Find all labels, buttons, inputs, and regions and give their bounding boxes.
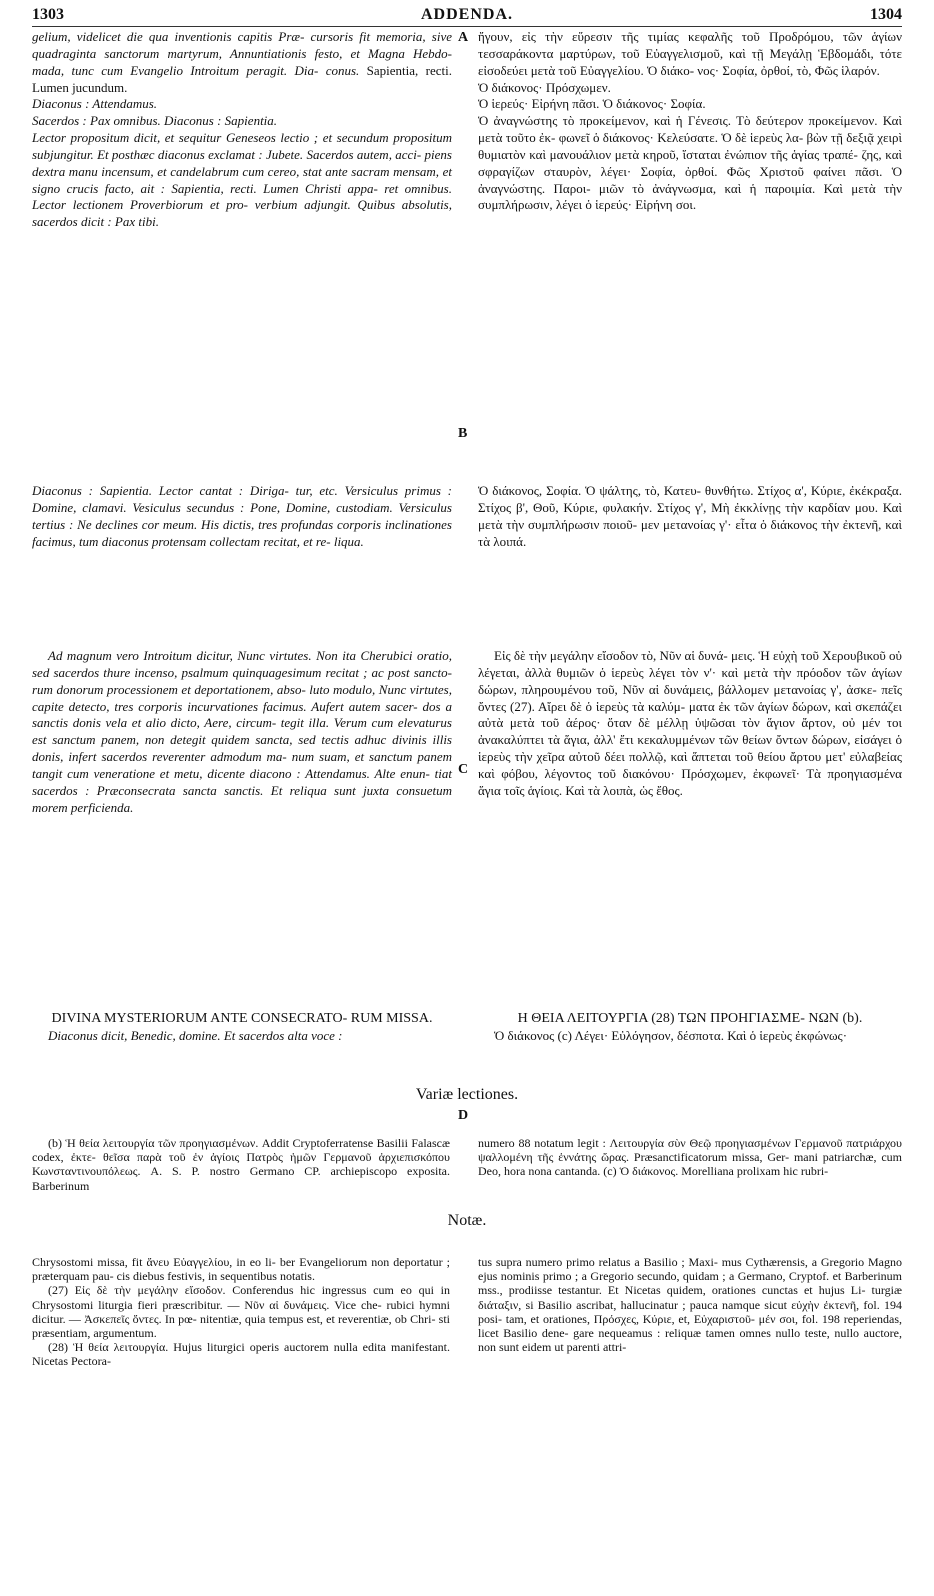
latin-column-lower (32, 648, 452, 816)
marker-b: B (458, 426, 468, 441)
variae-left (32, 1136, 450, 1193)
greek-para-3: Ὁ ἱερεύς· Εἰρήνη πᾶσι. Ὁ διάκονος· Σοφία. (478, 96, 706, 112)
greek-para-2: Ὁ διάκονος· Πρόσχωμεν. (478, 79, 611, 95)
greek-column-upper (478, 29, 902, 214)
variae-right-text: numero 88 notatum legit : Λειτουργία σὺν Θεῷ προηγιασμένων Γερμανοῦ πατριάρχου ψαλλομένη τῆς ἐννάτης ὥρας. Præsanctificatorum missa, Ger- mani patriarchæ, cum Deo, hora nona cantanda. (c) Ὁ διάκονος. Morelliana prolixam hic rubri- (478, 1136, 902, 1179)
latin-para-2: Diaconus : Attendamus. (32, 96, 158, 112)
notae-right-text: tus supra numero primo relatus a Basilio ; Maxi- mus Cythærensis, a Gregorio Magno ejus nominis primo ; a Gregorio secundo, quidam ; a Germano, Cryptof. et Barberinum mss., prodiisse testantur. Et Nicetas quidem, orationes cunctas et hujus Li- turgiæ διάταξιν, si Basilio ascribat, hallucinatur ; pauca namque sicut εὐχὴν ἐκτενῆ, fol. 194 posi- tam, et orationes, Πρόσχες, Κύριε, et, Εὐχαριστοῦ- μέν σοι, fol. 198 reperiendas, licet Basilio dene- gare nequeamus : reliquæ tamen omnes nullo teste, nullo auctore, non sunt eidem ut parenti attri- (478, 1255, 902, 1355)
marker-c: C (458, 762, 469, 777)
variae-right (478, 1136, 902, 1179)
variae-lectiones-heading: Variæ lectiones. (415, 1086, 519, 1103)
latin-para-1 (32, 29, 452, 96)
notae-heading: Notæ. (447, 1212, 487, 1229)
latin-para-3: Sacerdos : Pax omnibus. Diaconus : Sapientia. (32, 113, 278, 129)
latin-para-6: Ad magnum vero Introitum dicitur, Nunc virtutes. Non ita Cherubici oratio, sed sacerdos thure incenso, psalmum quinquagesimum recitat ; ac post sancto- rum donorum processionem et deportationem, abso- luto modulo, Nunc virtutes, capite detecto, tres corporis incurvationes facimus. Aufert autem sacer- dos a sanctis donis vela et alio dicto, Aere, circum- tegit illa. Verum cum elevaturus est sanctum panem, non detegit quidem sancta, sed tectis adhuc divinis illis donis, infert sacerdos reverenter admodum ma- num suam, et sanctum panem tangit cum veneratione et metu, dicente diacono : Attendamus. Alte enun- tiat sacerdos : Præconsecrata sancta sanctis. Et reliqua sunt juxta consuetum morem perficienda. (32, 648, 452, 815)
greek-para-1: ἤγουν, εἰς τὴν εὕρεσιν τῆς τιμίας κεφαλῆς τοῦ Προδρόμου, τῶν ἁγίων τεσσαράκοντα μαρτύρων, τοῦ Εὐαγγελισμοῦ, καὶ τῇ Μεγάλῃ Ἑβδομάδι, τότε εἰσοδεύει μετὰ τοῦ Εὐαγγελίου. Ὁ διάκο- νος· Σοφία, ὀρθοί, τὸ, Φῶς ἱλαρόν. (478, 29, 902, 78)
latin-para-4: Lector propositum dicit, et sequitur Geneseos lectio ; et secundum propositum subjungitur. Et posthæc diaconus exclamat : Jubete. Sacerdos autem, acci- piens dextra manu incensum, et candelabrum cum cereo, stat ante sacram mensam, et signo crucis facto, ait : Sapientia, recti. Lumen Christi appa- ret omnibus. Lector lectionem Proverbiorum et pro- verbium adjungit. Quibus absolutis, sacerdos dicit : Pax tibi. (32, 130, 452, 230)
marker-a: A (458, 30, 469, 45)
notae-right (478, 1255, 902, 1354)
greek-para-6: Εἰς δὲ τὴν μεγάλην εἴσοδον τὸ, Νῦν αἱ δυνά- μεις. Ἡ εὐχὴ τοῦ Χερουβικοῦ οὐ λέγεται, ἀλλὰ θυμιῶν ὁ ἱερεὺς λέγει τὸν ν'· καὶ μετὰ τὴν πρόοδον τῶν ἁγίων δώρων, πληρουμένου τοῦ, Νῦν αἱ δυνάμεις, βάλλομεν μετανοίας γ', ἀσκε- πεῖς ὄντες (27). Αἴρει δὲ ὁ ἱερεὺς τὰ καλύμ- ματα ἐκ τῶν ἁγίων δώρων, καὶ σκεπάζει αὐτὰ μετὰ τοῦ ἀέρος· ὅταν δὲ μέλλῃ ὑψῶσαι τὸν ἅγιον ἄρτον, οὐ μέν τοι ἀνακαλύπτει τὰ ἅγια, ἀλλ' ἔτι κεκαλυμμένων τῶν θείων ὄντων δώρων, εἰσάγει ὁ ἱερεὺς τὴν χεῖρα αὐτοῦ δέει πολλῷ, καὶ ἅπτεται τοῦ θείου ἄρτου μετ' εὐλαβείας καὶ φόβου, λέγοντος τοῦ διακόνου· Πρόσχωμεν, ἐκφωνεῖ· Τὰ προηγιασμένα ἅγια τοῖς ἁγίοις. Καὶ τὰ λοιπὰ, ὡς ἔθος. (478, 648, 902, 798)
greek-liturgy-title: Η ΘΕΙΑ ΛΕΙΤΟΥΡΓΙΑ (28) ΤΩΝ ΠΡΟΗΓΙΑΣΜΕ- ΝΩΝ (b). (517, 1011, 863, 1026)
notae-left-p3: (28) Ἡ θεία λειτουργία. Hujus liturgici operis auctorem nulla edita manifestant. Nicetas Pectora- (32, 1340, 450, 1369)
greek-column-middle (478, 483, 902, 550)
notae-left-p1: Chrysostomi missa, fit ἄνευ Εὐαγγελίου, in eo li- ber Evangeliorum non deportatur ; præterquam pau- cis diebus festivis, in sequentibus notatis. (32, 1255, 450, 1284)
latin-column-upper (32, 29, 452, 231)
latin-column-liturgy (32, 1011, 452, 1045)
greek-liturgy-text: Ὁ διάκονος (c) Λέγει· Εὐλόγησον, δέσποτα. Καὶ ὁ ἱερεὺς ἐκφώνως· (494, 1027, 848, 1043)
left-page-number: 1303 (32, 6, 64, 23)
running-header (32, 4, 902, 27)
right-page-number: 1304 (870, 6, 902, 23)
latin-para-5: Diaconus : Sapientia. Lector cantat : Diriga- tur, etc. Versiculus primus : Domine, clamavi. Vesiculus secundus : Pone, Domine, custodiam. Versiculus tertius : Ne declines cor meum. His dictis, tres profundas corporis inclinationes facimus, tum diaconus protensam collectam recitat, et re- liqua. (32, 483, 452, 549)
header-title: ADDENDA. (421, 6, 513, 23)
greek-column-liturgy (478, 1011, 902, 1045)
latin-column-middle (32, 483, 452, 550)
notae-left (32, 1255, 450, 1369)
notae-left-p2: (27) Εἰς δὲ τὴν μεγάλην εἴσοδον. Conferendus hic ingressus cum eo qui in Chrysostomi liturgia fieri præscribitur. — Νῦν αἱ δυνάμεις. Vice che- rubici hymni dicitur. — Ἀσκεπεῖς ὄντες. In pœ- nitentiæ, quia tempus est, et reverentiæ, ob Chri- sti præsentiam, argumentum. (32, 1283, 450, 1341)
latin-para-1-roman: Sapientia, recti. Lumen jucundum. (32, 62, 452, 95)
latin-liturgy-text: Diaconus dicit, Benedic, domine. Et sacerdos alta voce : (48, 1027, 343, 1043)
greek-column-lower (478, 648, 902, 800)
marker-d: D (458, 1108, 469, 1123)
latin-para-1-italic: gelium, videlicet die qua inventionis capitis Præ- cursoris fit memoria, sive quadraginta sanctorum martyrum, Annuntiationis festo, et Magna Hebdo- mada, tunc cum Evangelio Introitum peragit. Dia- conus. (32, 29, 452, 78)
variae-left-text: (b) Ἡ θεία λειτουργία τῶν προηγιασμένων. Addit Cryptoferratense Basilii Falascæ codex, ἐκτε- θεῖσα παρὰ τοῦ ἐν ἁγίοις Πατρὸς ἡμῶν Γερμανοῦ ἀρχιεπισκόπου Κωνσταντινουπόλεως. A. S. P. nostro Germano CP. archiepiscopo exposita. Barberinum (32, 1136, 450, 1193)
latin-liturgy-title: DIVINA MYSTERIORUM ANTE CONSECRATO- RUM MISSA. (51, 1011, 433, 1026)
greek-para-4: Ὁ ἀναγνώστης τὸ προκείμενον, καὶ ἡ Γένεσις. Τὸ δεύτερον προκείμενον. Καὶ μετὰ τοῦτο ἐκ- φωνεῖ ὁ διάκονος· Κελεύσατε. Ὁ δὲ ἱερεὺς λα- βὼν τῇ δεξιᾷ χειρὶ θυμιατὸν καὶ μανουάλιον μετὰ κηροῦ, ἵσταται ἐνώπιον τῆς ἁγίας τραπέ- ζης, καὶ σφραγίζων σταυρὸν, λέγει· Σοφία, ὀρθοί. Φῶς Χριστοῦ φαίνει πᾶσι. Ὁ ἀναγνώστης. Παροι- μιῶν τὸ ἀνάγνωσμα, καὶ ἡ παροιμία. Καὶ μετὰ τὴν συμπλήρωσιν, λέγει ὁ ἱερεύς· Εἰρήνη σοι. (478, 113, 902, 213)
greek-para-5: Ὁ διάκονος, Σοφία. Ὁ ψάλτης, τὸ, Κατευ- θυνθήτω. Στίχος α', Κύριε, ἐκέκραξα. Στίχος β', Θοῦ, Κύριε, φυλακήν. Στίχος γ', Μὴ ἐκκλίνῃς τὴν καρδίαν μου. Καὶ μετὰ τὴν συμπλήρωσιν ποιοῦ- μεν μετανοίας γ'· εἶτα ὁ διάκονος τὴν ἐκτενῆ, καὶ τὰ λοιπά. (478, 483, 902, 549)
